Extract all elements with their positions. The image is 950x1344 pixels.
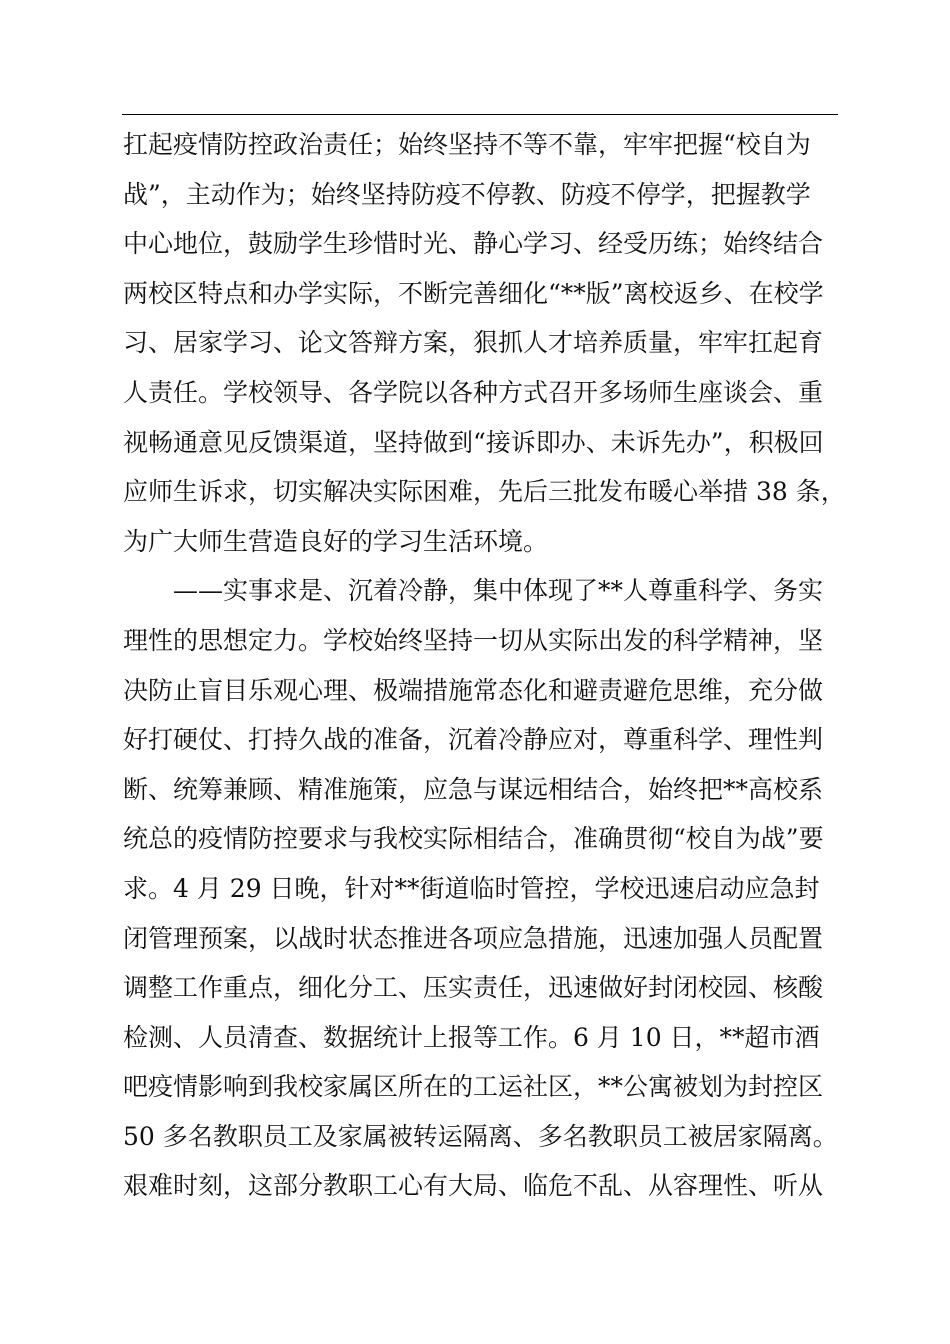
- text-line-first-indented: ——实事求是、沉着冷静，集中体现了**人尊重科学、务实: [173, 576, 824, 606]
- paragraph-1: [123, 120, 846, 566]
- text-line: 闭管理预案，以战时状态推进各项应急措施，迅速加强人员配置: [123, 923, 824, 953]
- text-line: 中心地位，鼓励学生珍惜时光、静心学习、经受历练；始终结合: [123, 229, 824, 259]
- header-rule: [122, 114, 838, 115]
- text-line: 检测、人员清查、数据统计上报等工作。6 月 10 日，**超市酒: [123, 1022, 820, 1052]
- text-line: 应师生诉求，切实解决实际困难，先后三批发布暖心举措 38 条，: [123, 477, 846, 507]
- paragraph-2: [123, 566, 839, 1211]
- text-line: 战”，主动作为；始终坚持防疫不停教、防疫不停学，把握教学: [123, 179, 811, 209]
- text-line: 艰难时刻，这部分教职工心有大局、临危不乱、从容理性、听从: [123, 1171, 824, 1201]
- text-line: 统总的疫情防控要求与我校实际相结合，准确贯彻“校自为战”要: [123, 824, 824, 854]
- text-line: 调整工作重点，细化分工、压实责任，迅速做好封闭校园、核酸: [123, 973, 824, 1003]
- text-line: 为广大师生营造良好的学习生活环境。: [123, 526, 549, 556]
- text-line: 习、居家学习、论文答辩方案，狠抓人才培养质量，牢牢扛起育: [123, 328, 824, 358]
- text-line: 吧疫情影响到我校家属区所在的工运社区，**公寓被划为封控区: [123, 1072, 824, 1102]
- text-line: 断、统筹兼顾、精准施策，应急与谋远相结合，始终把**高校系: [123, 774, 824, 804]
- text-line: 好打硬仗、打持久战的准备，沉着冷静应对，尊重科学、理性判: [123, 725, 824, 755]
- text-line: 扛起疫情防控政治责任；始终坚持不等不靠，牢牢把握“校自为: [123, 130, 811, 159]
- text-line: 50 多名教职员工及家属被转运隔离、多名教职员工被居家隔离。: [123, 1121, 838, 1151]
- text-line: 两校区特点和办学实际，不断完善细化“**版”离校返乡、在校学: [123, 278, 824, 308]
- text-line: 人责任。学校领导、各学院以各种方式召开多场师生座谈会、重: [123, 377, 824, 407]
- body-text: [123, 120, 846, 1211]
- text-line: 视畅通意见反馈渠道，坚持做到“接诉即办、未诉先办”，积极回: [123, 427, 824, 457]
- text-line: 决防止盲目乐观心理、极端措施常态化和避责避危思维，充分做: [123, 675, 824, 705]
- text-line: 求。4 月 29 日晚，针对**街道临时管控，学校迅速启动应急封: [123, 873, 820, 903]
- text-line: 理性的思想定力。学校始终坚持一切从实际出发的科学精神，坚: [123, 625, 824, 655]
